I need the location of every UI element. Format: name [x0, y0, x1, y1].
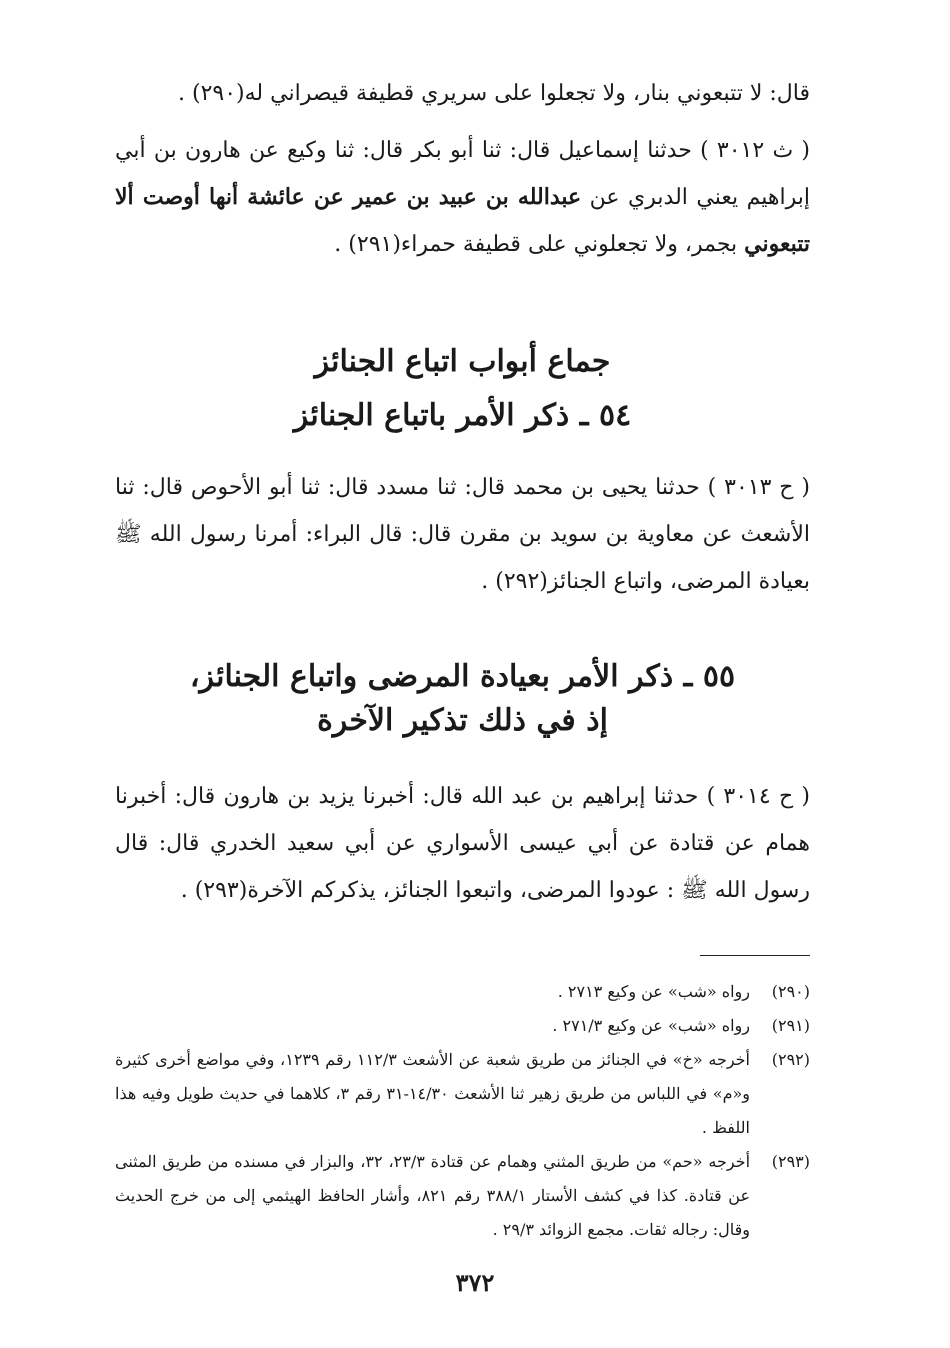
footnotes-divider [700, 955, 810, 956]
footnote-text: أخرجه «خ» في الجنائز من طريق شعبة عن الأشعث ١١٢/٣ رقم ١٢٣٩، وفي مواضع أخرى كثيرة و«م» في اللباس من طريق زهير ثنا الأشعث ١٤/٣٠-٣١ رقم ٣، كلاهما في حديث طويل وفيه هذا اللفظ . [115, 1050, 751, 1137]
hadith-3012 [115, 127, 810, 268]
chapter-heading-54: ٥٤ ـ ذكر الأمر باتباع الجنائز [293, 398, 632, 433]
hadith-3012-start: ( ث ٣٠١٢ ) حدثنا إسماعيل قال: ثنا أبو بكر قال: ثنا وكيع عن هارون بن أبي إبراهيم يعني الدبري عن [115, 138, 811, 210]
chapter-heading-55-line2: إذ في ذلك تذكير الآخرة [317, 703, 608, 738]
footnote-number: (٢٩٣) [771, 1152, 810, 1171]
section-heading-janaiz: جماع أبواب اتباع الجنائز [314, 344, 611, 379]
footnote-text: رواه «شب» عن وكيع ٢٧١٣ . [557, 982, 750, 1001]
hadith-3014: ( ح ٣٠١٤ ) حدثنا إبراهيم بن عبد الله قال: أخبرنا يزيد بن هارون قال: أخبرنا همام عن قتادة عن أبي عيسى الأسواري عن أبي سعيد الخدري قال: قال رسول الله ﷺ : عودوا المرضى، واتبعوا الجنائز، يذكركم الآخرة(٢٩٣) . [115, 784, 810, 903]
footnote-number: (٢٩٢) [771, 1050, 810, 1069]
main-text [115, 70, 810, 914]
hadith-3013: ( ح ٣٠١٣ ) حدثنا يحيى بن محمد قال: ثنا مسدد قال: ثنا أبو الأحوص قال: ثنا الأشعث عن معاوية بن سويد بن مقرن قال: قال البراء: أمرنا رسول الله ﷺ بعيادة المرضى، واتباع الجنائز(٢٩٢) . [115, 475, 810, 594]
paragraph-continuation: قال: لا تتبعوني بنار، ولا تجعلوا على سريري قطيفة قيصراني له(٢٩٠) . [178, 81, 810, 106]
footnotes [115, 975, 810, 1247]
hadith-3012-bold: عبدالله بن عبيد بن عمير عن عائشة أنها أوصت ألا تتبعوني [115, 184, 810, 257]
hadith-3012-end: بجمر، ولا تجعلوني على قطيفة حمراء(٢٩١) . [334, 232, 745, 257]
chapter-heading-55-line1: ٥٥ ـ ذكر الأمر بعيادة المرضى واتباع الجنائز، [189, 659, 736, 694]
footnote-293 [115, 1145, 810, 1247]
footnote-number: (٢٩٠) [771, 982, 810, 1001]
footnote-text: رواه «شب» عن وكيع ٢٧١/٣ . [552, 1016, 750, 1035]
page-number: ٣٧٢ [455, 1268, 495, 1297]
footnote-text: أخرجه «حم» من طريق المثني وهمام عن قتادة ٢٣/٣، ٣٢، والبزار في مسنده من طريق المثنى عن قتادة. كذا في كشف الأستار ٣٨٨/١ رقم ٨٢١، وأشار الحافظ الهيثمي إلى من خرج الحديث وقال: رجاله ثقات. مجمع الزوائد ٢٩/٣ . [115, 1152, 751, 1239]
footnote-290 [115, 975, 810, 1009]
footnote-number: (٢٩١) [771, 1016, 810, 1035]
footnote-292 [115, 1043, 810, 1145]
footnote-291 [115, 1009, 810, 1043]
